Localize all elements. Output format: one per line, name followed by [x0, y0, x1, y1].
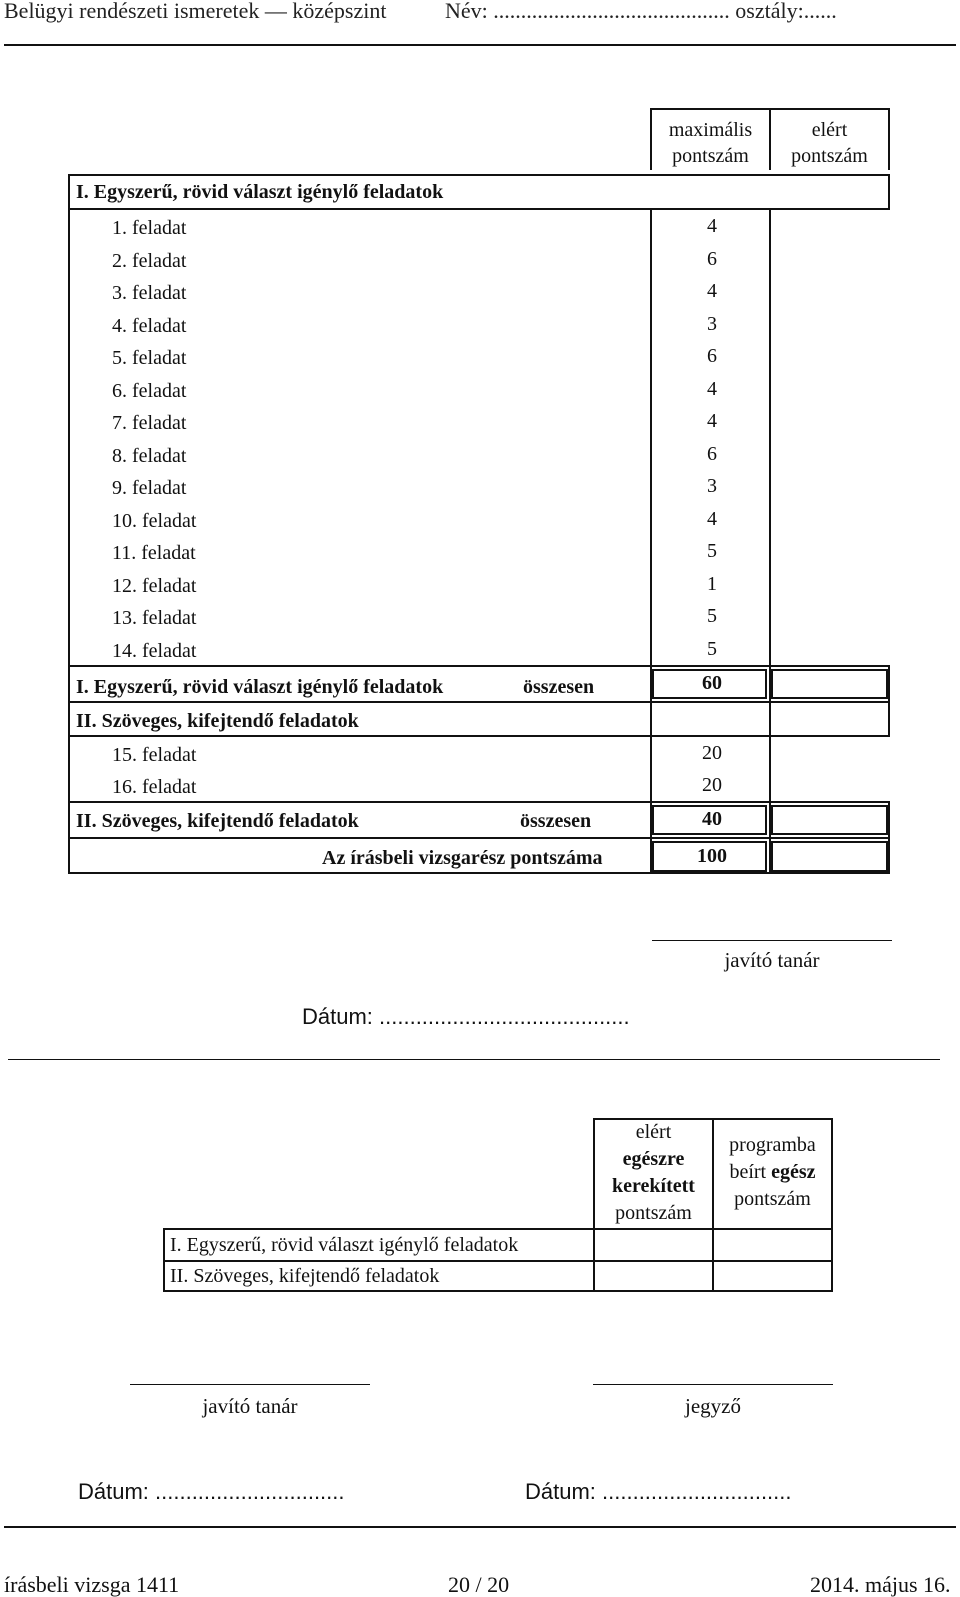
page-header: [0, 0, 960, 40]
task-max-points: 20: [702, 742, 722, 764]
header-name-class-field: Név: ........................................... osztály:......: [445, 0, 837, 23]
task-max-points: 4: [707, 377, 717, 400]
section2-total-label: II. Szöveges, kifejtendő feladatok: [76, 810, 359, 832]
task-max-points: 6: [707, 247, 717, 270]
task-max-points: 6: [707, 442, 717, 465]
task-label: 16. feladat: [112, 776, 197, 798]
task-label: 2. feladat: [112, 249, 187, 272]
footer-exam-code: írásbeli vizsga 1411: [4, 1572, 180, 1597]
table-line: [888, 665, 890, 703]
table-line: [769, 208, 771, 872]
notary-label: jegyző: [685, 1394, 741, 1418]
section1-achieved-box: [771, 669, 888, 699]
summary-col1-l3: kerekített: [612, 1175, 695, 1197]
table-line: [163, 1290, 833, 1292]
table-line: [163, 1260, 833, 1262]
task-max-points: 4: [707, 410, 717, 432]
task-max-points: 5: [707, 605, 717, 627]
task-label: 8. feladat: [112, 444, 187, 467]
section1-total-value: 60: [702, 672, 722, 694]
task-label: 15. feladat: [112, 744, 197, 766]
task-label: 12. feladat: [112, 574, 197, 597]
section2-title: II. Szöveges, kifejtendő feladatok: [76, 710, 359, 732]
section2-osszesen: összesen: [520, 810, 592, 832]
task-max-points: 4: [707, 215, 717, 237]
col-max-header-l2: pontszám: [672, 145, 749, 167]
task-label: 14. feladat: [112, 639, 197, 662]
footer-rule: [4, 1526, 956, 1528]
table-line: [650, 208, 652, 872]
summary-col2-l1: programba: [729, 1134, 816, 1156]
table-line: [831, 1118, 833, 1292]
task-label: 11. feladat: [112, 542, 196, 564]
table-line: [68, 837, 890, 839]
task-label: 1. feladat: [112, 217, 187, 239]
signature-line-right: [593, 1384, 833, 1385]
signature-line-left: [130, 1384, 370, 1385]
summary-row1-label: I. Egyszerű, rövid választ igénylő feladatok: [170, 1234, 519, 1256]
footer-page-number: 20 / 20: [448, 1572, 510, 1597]
task-label: 4. feladat: [112, 314, 187, 337]
summary-col1-l4: pontszám: [615, 1202, 692, 1224]
summary-col1-l2: egészre: [622, 1148, 685, 1170]
summary-col2-l2b: egész: [771, 1161, 816, 1183]
task-max-points: 3: [707, 475, 717, 497]
task-max-points: 5: [707, 540, 717, 562]
task-max-points: 3: [707, 312, 717, 335]
summary-col2-l2: [714, 1160, 831, 1184]
col-achieved-header-l2: pontszám: [791, 145, 868, 167]
summary-col2-l2a: beírt: [729, 1161, 772, 1183]
grand-total-label: Az írásbeli vizsgarész pontszáma: [322, 847, 603, 869]
task-label: 9. feladat: [112, 477, 187, 499]
table-line: [68, 701, 890, 703]
task-max-points: 5: [707, 637, 717, 660]
section1-osszesen: összesen: [523, 676, 595, 698]
summary-row2-label: II. Szöveges, kifejtendő feladatok: [170, 1265, 440, 1287]
date-field[interactable]: Dátum: .........................................: [302, 1004, 630, 1029]
footer-date: 2014. május 16.: [810, 1572, 951, 1597]
date-field-left[interactable]: Dátum: ...............................: [78, 1479, 345, 1504]
section1-title: I. Egyszerű, rövid választ igénylő feladatok: [76, 181, 444, 203]
summary-col1-l1: elért: [635, 1121, 672, 1143]
corrector-label: javító tanár: [724, 948, 820, 972]
table-line: [68, 872, 890, 874]
task-max-points: 20: [702, 774, 722, 796]
table-line: [68, 735, 890, 737]
table-line: [163, 1228, 833, 1230]
table-line: [68, 174, 890, 176]
summary-col2-l3: pontszám: [734, 1188, 811, 1210]
task-max-points: 4: [707, 507, 717, 530]
corrector-label-2: javító tanár: [202, 1394, 298, 1418]
col-achieved-header-l1: elért: [811, 119, 848, 141]
header-rule: [4, 44, 956, 46]
header-subject: Belügyi rendészeti ismeretek — középszint: [4, 0, 387, 23]
task-label: 5. feladat: [112, 347, 187, 369]
task-label: 6. feladat: [112, 379, 187, 402]
table-line: [888, 174, 890, 210]
grand-total-value: 100: [697, 845, 727, 867]
task-max-points: 1: [707, 572, 717, 595]
task-label: 7. feladat: [112, 412, 187, 434]
table-line: [888, 801, 890, 839]
table-line: [68, 801, 890, 803]
table-line: [888, 837, 890, 874]
grand-achieved-box: [771, 841, 888, 872]
task-label: 3. feladat: [112, 282, 187, 304]
table-line: [888, 108, 890, 170]
task-max-points: 6: [707, 345, 717, 367]
task-label: 10. feladat: [112, 509, 197, 532]
table-line: [888, 701, 890, 737]
signature-line: [652, 940, 892, 941]
task-label: 13. feladat: [112, 607, 197, 629]
date-field-right[interactable]: Dátum: ...............................: [525, 1479, 792, 1504]
section2-achieved-box: [771, 805, 888, 835]
col-max-header-l1: maximális: [668, 119, 753, 141]
section1-total-label: I. Egyszerű, rövid választ igénylő feladatok: [76, 676, 444, 698]
table-line: [68, 208, 890, 210]
table-line: [68, 665, 890, 667]
section2-total-value: 40: [702, 808, 722, 830]
section-divider: [8, 1059, 940, 1060]
table-line: [68, 174, 70, 872]
task-max-points: 4: [707, 280, 717, 302]
